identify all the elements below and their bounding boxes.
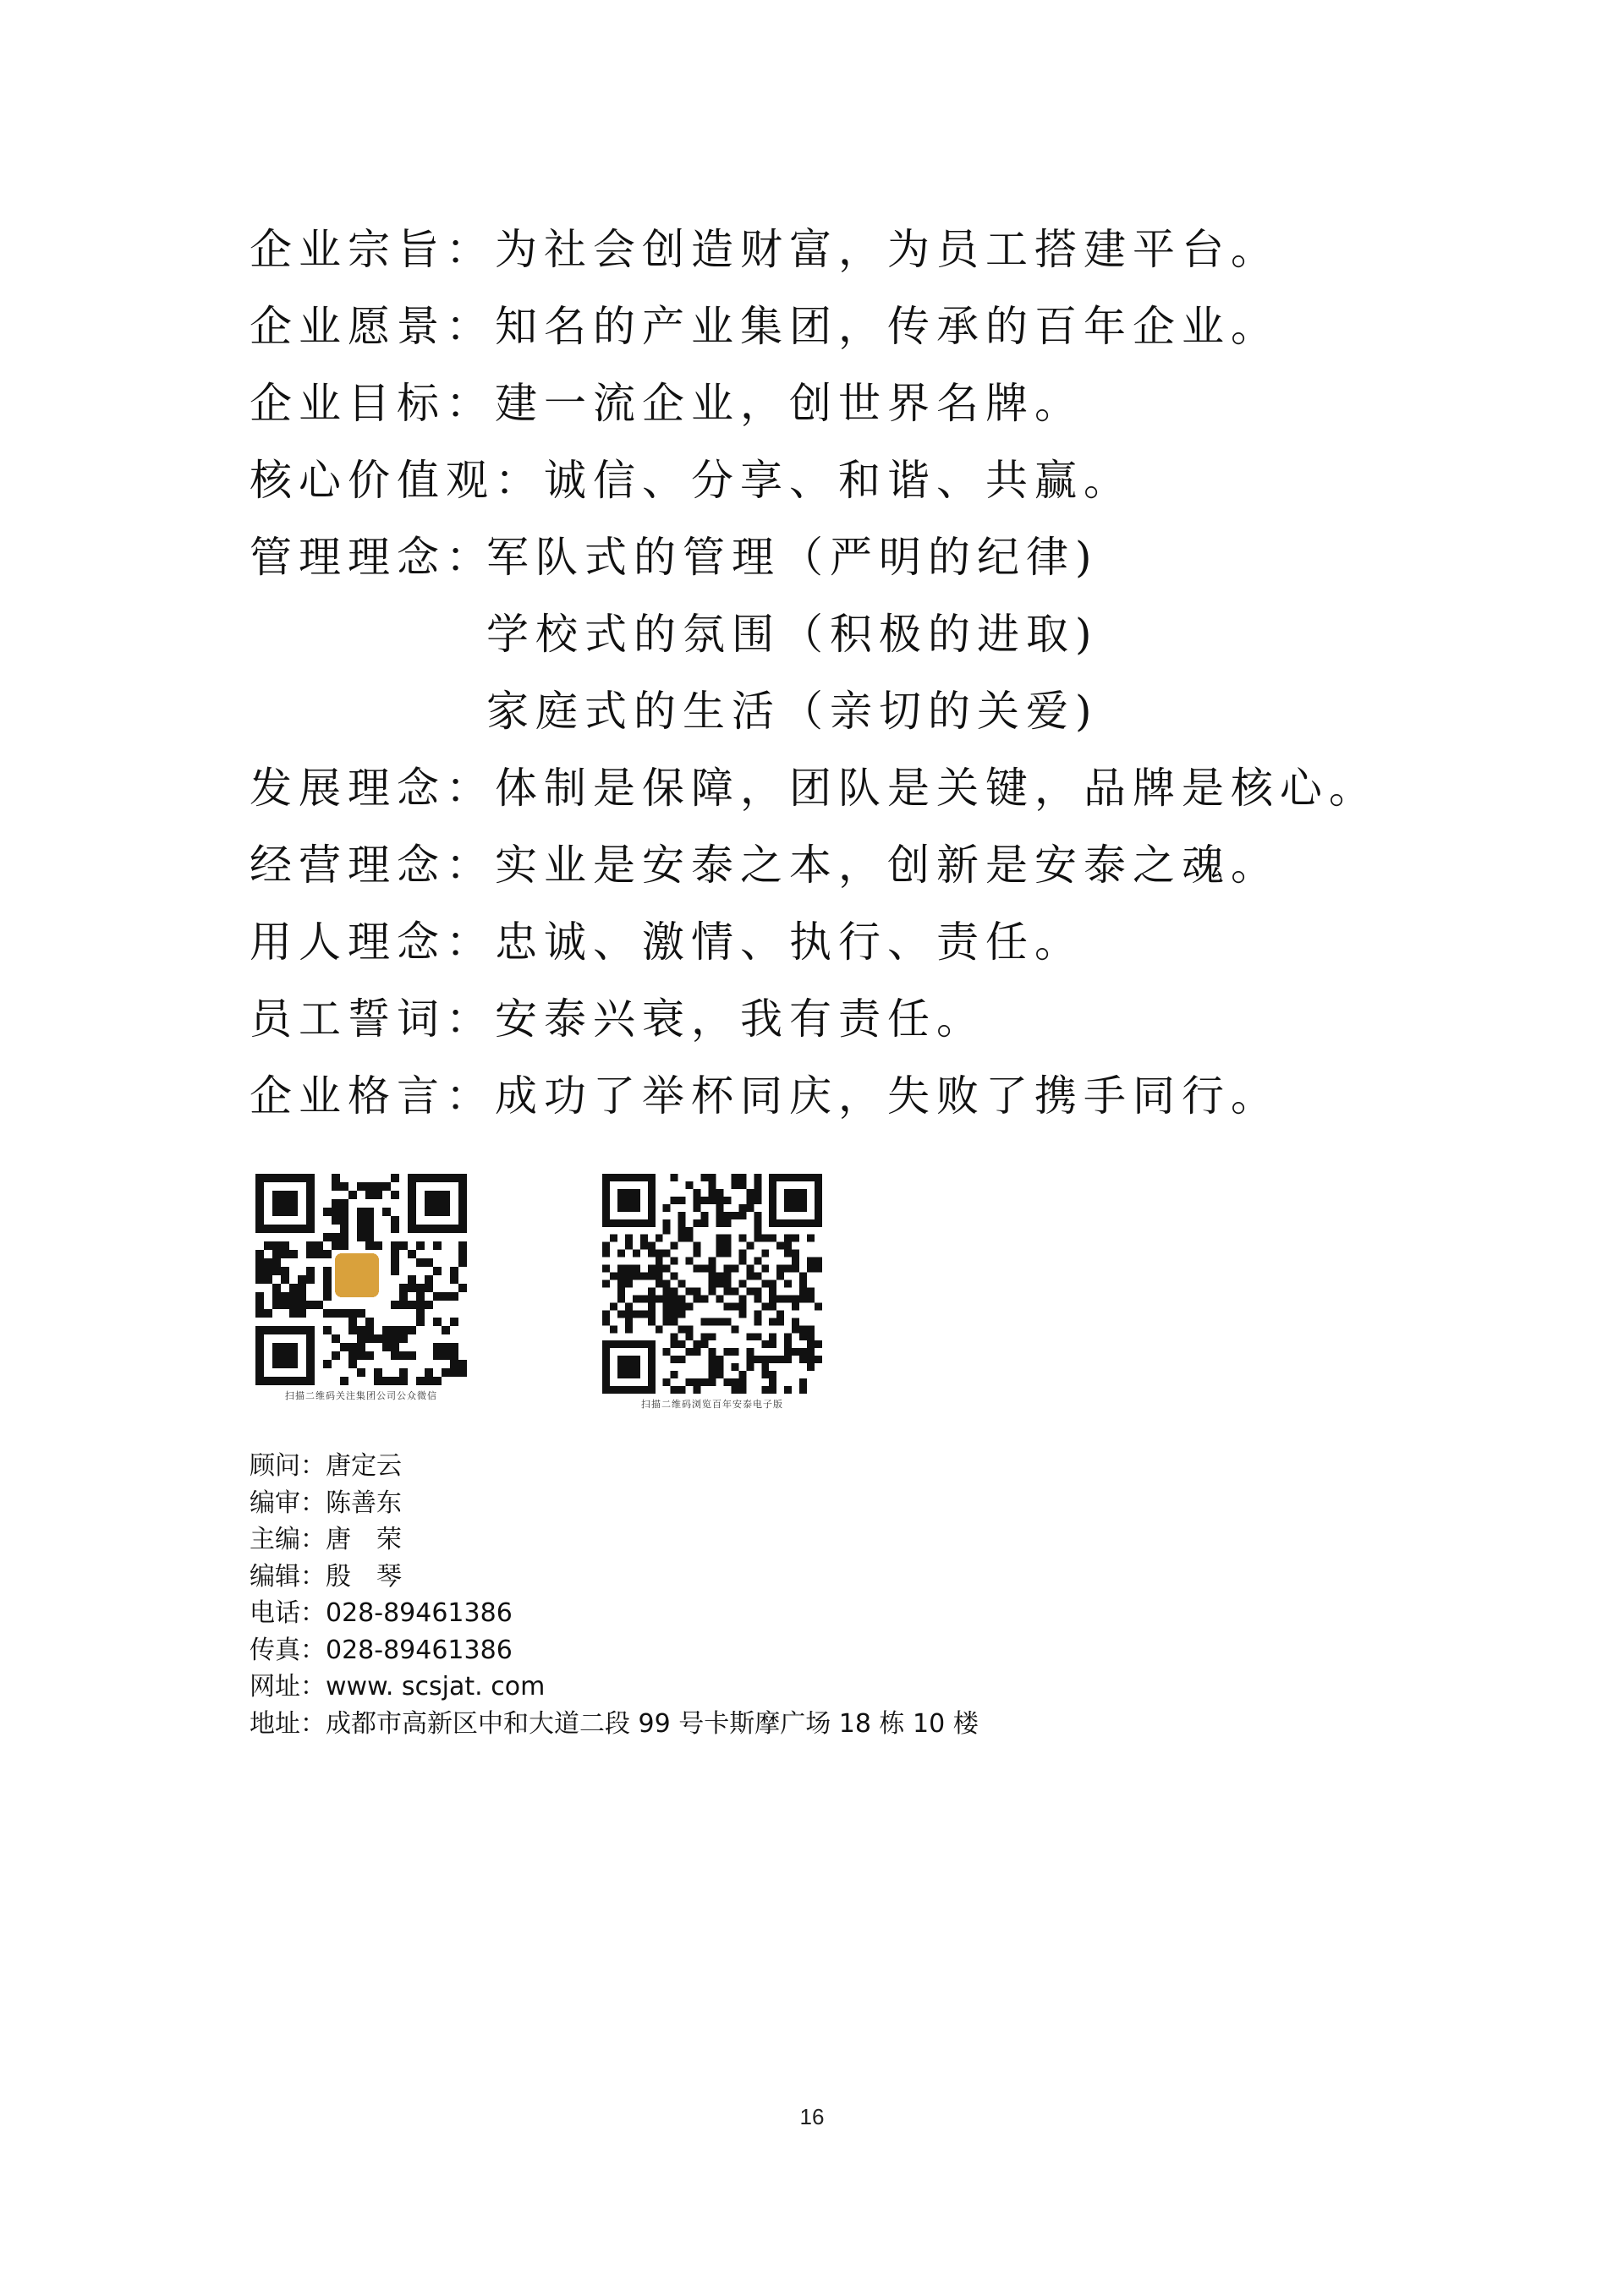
culture-line-goal: 企业目标：建一流企业，创世界名牌。 bbox=[250, 379, 1084, 428]
culture-line-management: 管理理念：军队式的管理（严明的纪律) bbox=[250, 533, 1099, 582]
editorial-contact-info bbox=[250, 1448, 979, 1742]
phone-line: 电话：028-89461386 bbox=[250, 1598, 513, 1628]
culture-line-employee-oath: 员工誓词：安泰兴衰，我有责任。 bbox=[250, 995, 985, 1044]
fax-line: 传真：028-89461386 bbox=[250, 1635, 513, 1665]
culture-line-employment: 用人理念：忠诚、激情、执行、责任。 bbox=[250, 918, 1084, 967]
culture-line-management-2: 学校式的氛围（积极的进取) bbox=[486, 610, 1099, 659]
reviewer-line: 编审：陈善东 bbox=[250, 1488, 402, 1518]
culture-line-development: 发展理念：体制是保障，团队是关键，品牌是核心。 bbox=[250, 764, 1378, 813]
culture-line-motto: 企业格言：成功了举杯同庆，失败了携手同行。 bbox=[250, 1071, 1280, 1121]
culture-line-purpose: 企业宗旨：为社会创造财富，为员工搭建平台。 bbox=[250, 225, 1280, 274]
corporate-culture-list bbox=[250, 211, 1518, 1135]
company-logo-icon bbox=[335, 1253, 379, 1297]
advisor-line: 顾问：唐定云 bbox=[250, 1451, 402, 1481]
editor-line: 编辑：殷 琴 bbox=[250, 1561, 402, 1592]
wechat-qr-block bbox=[255, 1174, 467, 1402]
address-line: 地址：成都市高新区中和大道二段 99 号卡斯摩广场 18 栋 10 楼 bbox=[250, 1708, 979, 1739]
page-number: 16 bbox=[799, 2104, 825, 2129]
wechat-qr-caption: 扫描二维码关注集团公司公众微信 bbox=[285, 1390, 437, 1401]
chief-editor-line: 主编：唐 荣 bbox=[250, 1525, 402, 1554]
website-line: 网址：www. scsjat. com bbox=[250, 1672, 546, 1701]
e-magazine-qr-code-icon bbox=[602, 1174, 822, 1394]
wechat-qr-code-icon bbox=[255, 1174, 467, 1385]
e-magazine-qr-caption: 扫描二维码浏览百年安泰电子版 bbox=[641, 1399, 783, 1410]
culture-line-operation: 经营理念：实业是安泰之本，创新是安泰之魂。 bbox=[250, 841, 1280, 890]
culture-line-management-3: 家庭式的生活（亲切的关爱) bbox=[486, 687, 1099, 736]
culture-line-core-values: 核心价值观：诚信、分享、和谐、共赢。 bbox=[250, 456, 1133, 505]
e-magazine-qr-block bbox=[602, 1174, 822, 1411]
culture-line-vision: 企业愿景：知名的产业集团，传承的百年企业。 bbox=[250, 302, 1280, 351]
